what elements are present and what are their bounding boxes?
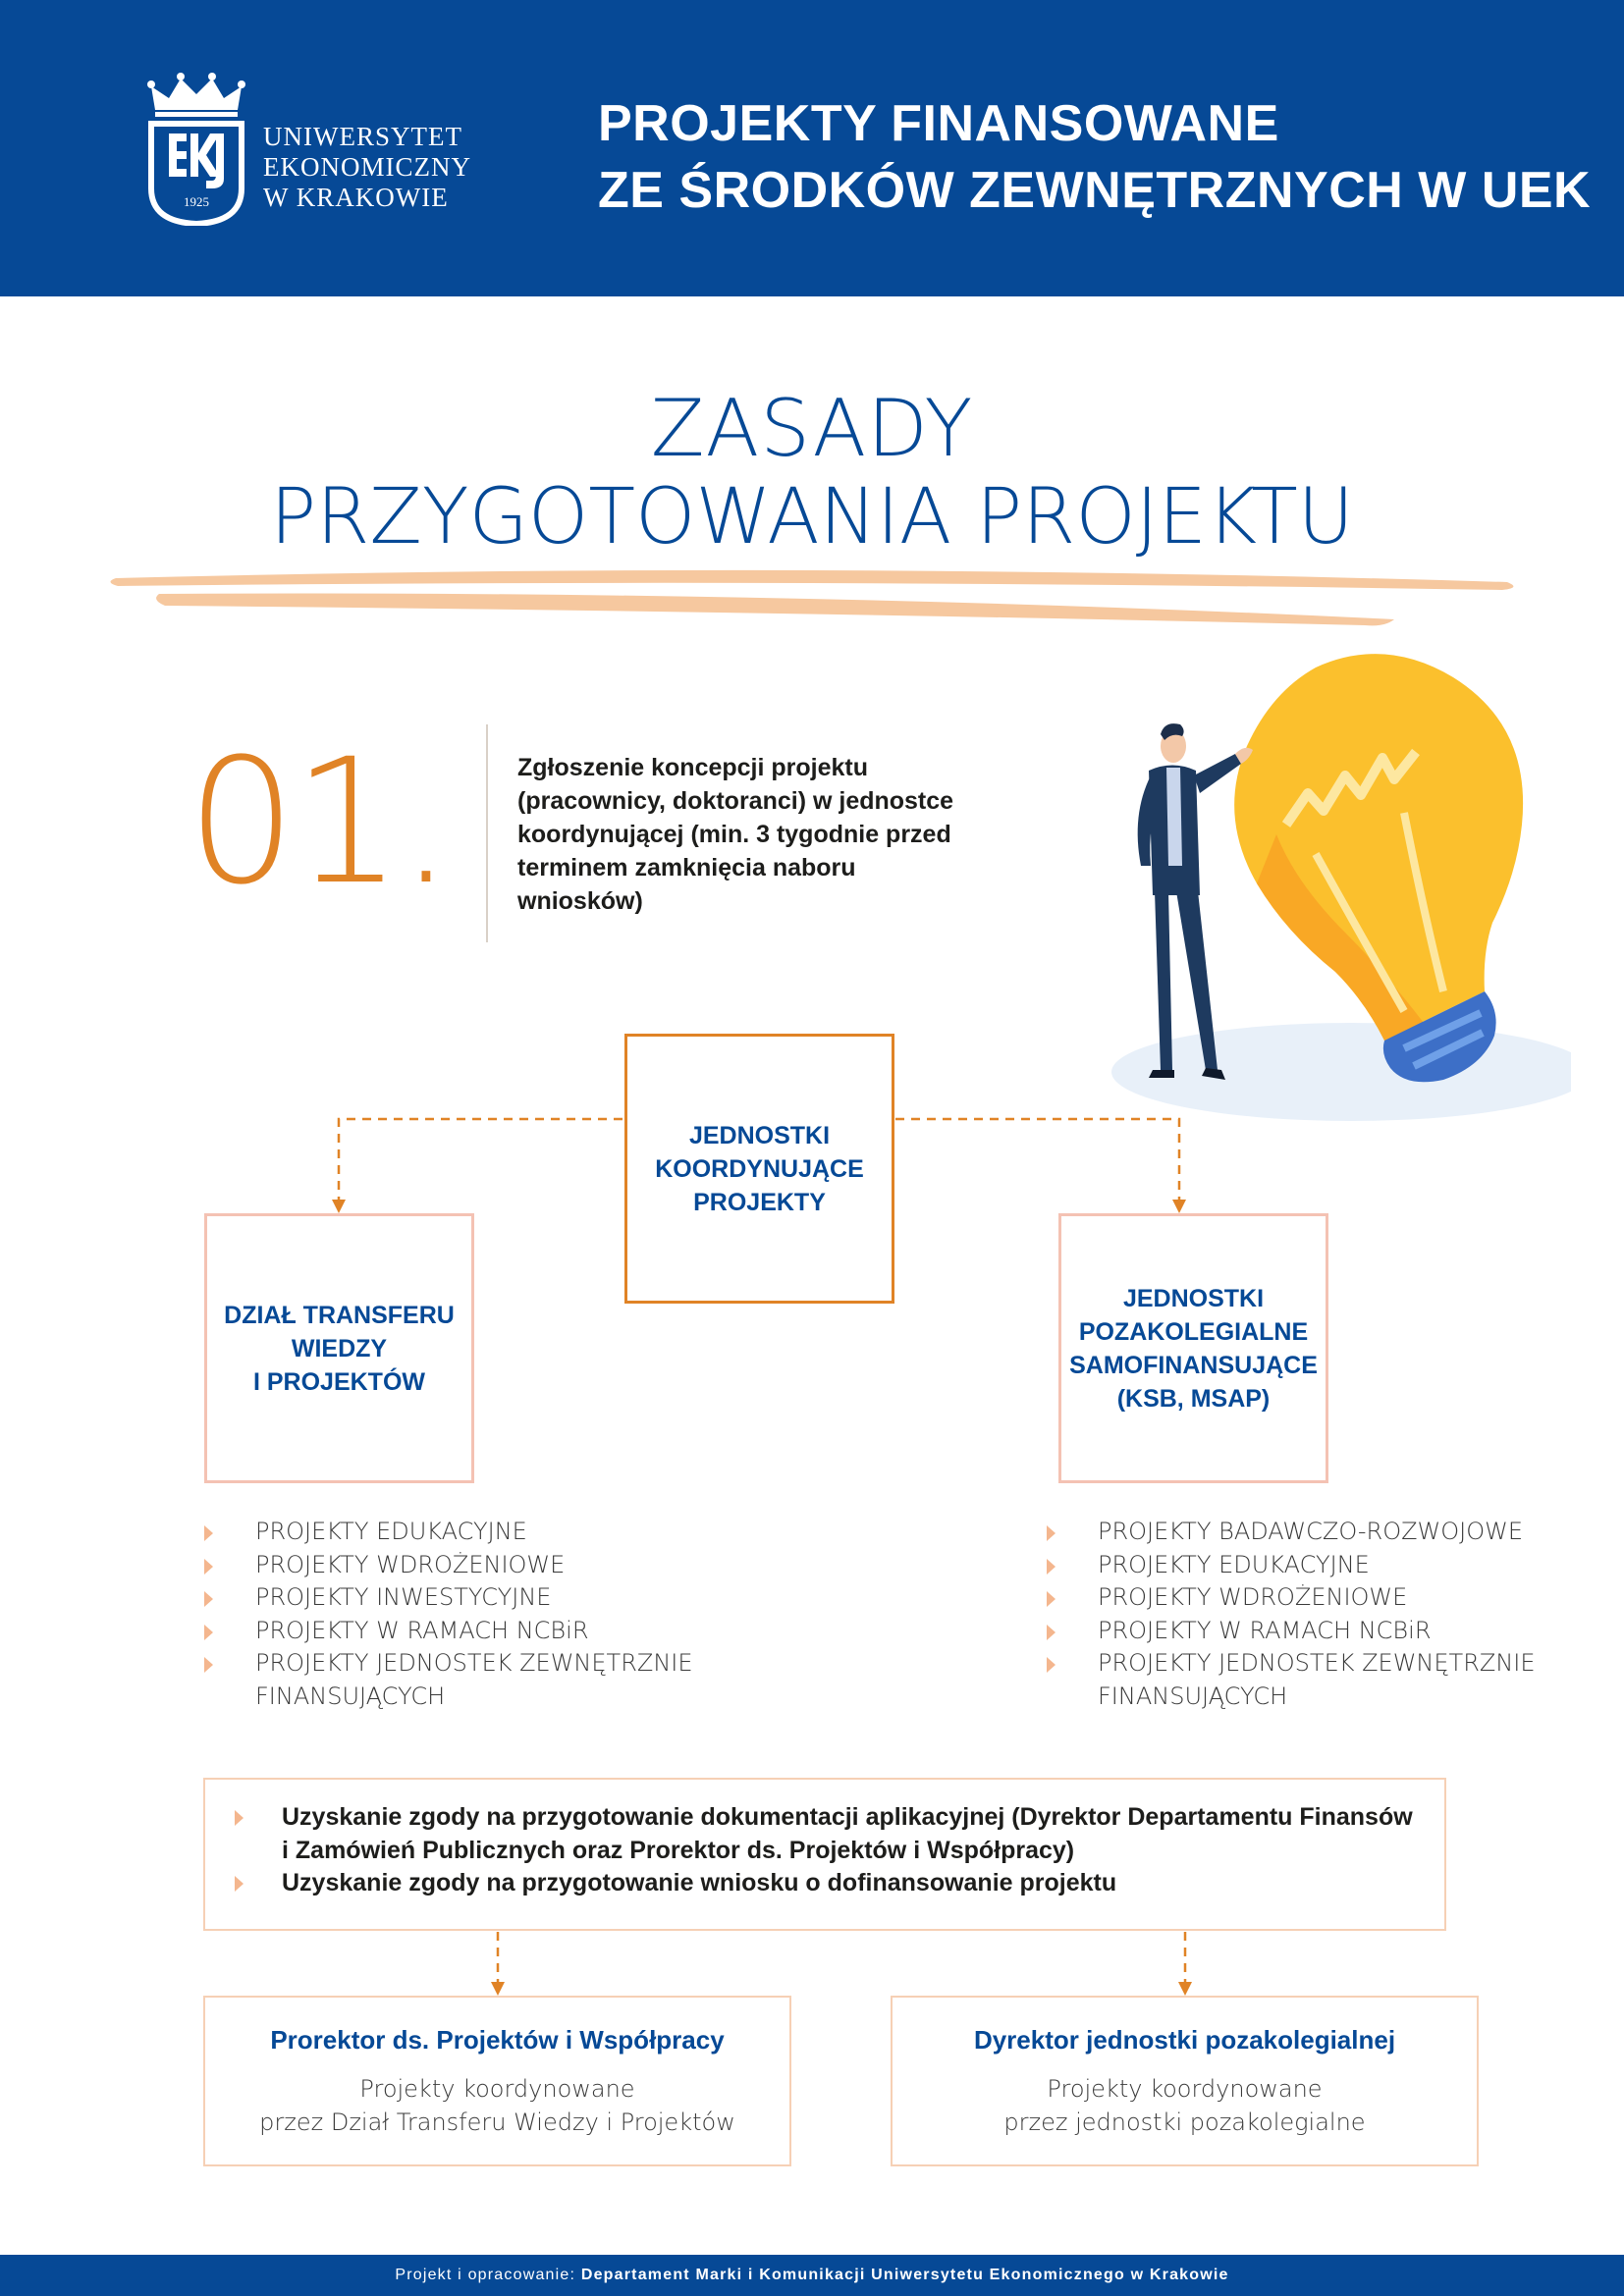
header-banner (0, 0, 1624, 296)
university-crest-icon (147, 73, 245, 226)
list-item: PROJEKTY EDUKACYJNE (204, 1516, 754, 1549)
consent-requirements-box (203, 1778, 1446, 1931)
consent-item: Uzyskanie zgody na przygotowanie wniosku o dofinansowanie projektu (235, 1867, 1423, 1900)
arrowhead-consent-right (1178, 1982, 1192, 1996)
bullet-icon (235, 1810, 244, 1826)
unit-director-box (891, 1996, 1479, 2166)
footer-credits (0, 2255, 1624, 2296)
list-item: PROJEKTY WDROŻENIOWE (1047, 1581, 1597, 1615)
list-item: PROJEKTY INWESTYCYJNE (204, 1581, 754, 1615)
list-item: PROJEKTY WDROŻENIOWE (204, 1549, 754, 1582)
step-divider (486, 724, 488, 942)
step-number: 01. (187, 721, 450, 923)
arrowhead-consent-left (491, 1982, 505, 1996)
header-title: PROJEKTY FINANSOWANE ZE ŚRODKÓW ZEWNĘTRZNYCH W UEK (598, 95, 1592, 219)
bullet-icon (204, 1559, 213, 1575)
self-financing-units-box: JEDNOSTKI POZAKOLEGIALNE SAMOFINANSUJĄCE (KSB, MSAP) (1058, 1213, 1328, 1483)
bullet-icon (235, 1876, 244, 1892)
lightbulb-businessman-illustration (1070, 638, 1571, 1139)
list-item: PROJEKTY BADAWCZO-ROZWOJOWE (1047, 1516, 1597, 1549)
role-title: Prorektor ds. Projektów i Współpracy (270, 2025, 725, 2055)
coordinating-units-box: JEDNOSTKI KOORDYNUJĄCE PROJEKTY (624, 1034, 894, 1304)
bullet-icon (1047, 1559, 1056, 1575)
bullet-icon (1047, 1591, 1056, 1607)
left-project-types-list (204, 1516, 754, 1713)
role-title: Dyrektor jednostki pozakolegialnej (973, 2025, 1396, 2055)
list-item: PROJEKTY JEDNOSTEK ZEWNĘTRZNIE FINANSUJĄCYCH (1047, 1647, 1597, 1713)
connector-left (339, 1119, 623, 1201)
page-title-line2: PRZYGOTOWANIA PROJEKTU (270, 473, 1354, 561)
bullet-icon (204, 1525, 213, 1541)
footer-credit: Departament Marki i Komunikacji Uniwersytetu Ekonomicznego w Krakowie (580, 2267, 1229, 2283)
bullet-icon (204, 1625, 213, 1640)
footer-prefix: Projekt i opracowanie: (395, 2267, 576, 2283)
bullet-icon (1047, 1525, 1056, 1541)
list-item: PROJEKTY EDUKACYJNE (1047, 1549, 1597, 1582)
university-name: UNIWERSYTET EKONOMICZNY W KRAKOWIE (263, 122, 471, 212)
consent-item: Uzyskanie zgody na przygotowanie dokumentacji aplikacyjnej (Dyrektor Departamentu Finansów i Zamówień Publicznych oraz Prorektor ds. Projektów i Współpracy) (235, 1801, 1423, 1867)
arrowhead-right (1172, 1200, 1186, 1213)
right-project-types-list (1047, 1516, 1597, 1713)
bullet-icon (204, 1657, 213, 1673)
bullet-icon (1047, 1657, 1056, 1673)
list-item: PROJEKTY W RAMACH NCBiR (204, 1615, 754, 1648)
bullet-icon (204, 1591, 213, 1607)
role-description: Projekty koordynowane przez jednostki pozakolegialne (1003, 2075, 1366, 2136)
list-item: PROJEKTY JEDNOSTEK ZEWNĘTRZNIE FINANSUJĄCYCH (204, 1647, 754, 1713)
vice-rector-box (203, 1996, 791, 2166)
knowledge-transfer-department-box: DZIAŁ TRANSFERU WIEDZY I PROJEKTÓW (204, 1213, 474, 1483)
role-description: Projekty koordynowane przez Dział Transferu Wiedzy i Projektów (259, 2075, 735, 2136)
arrowhead-left (332, 1200, 346, 1213)
crest-year: 1925 (184, 194, 209, 209)
brush-underline (108, 564, 1522, 633)
bullet-icon (1047, 1625, 1056, 1640)
page-title-line1: ZASADY (650, 383, 974, 474)
list-item: PROJEKTY W RAMACH NCBiR (1047, 1615, 1597, 1648)
step-description: Zgłoszenie koncepcji projektu (pracownicy, doktoranci) w jednostce koordynującej (min. 3 tygodnie przed terminem zamknięcia naboru wniosków) (517, 754, 954, 915)
